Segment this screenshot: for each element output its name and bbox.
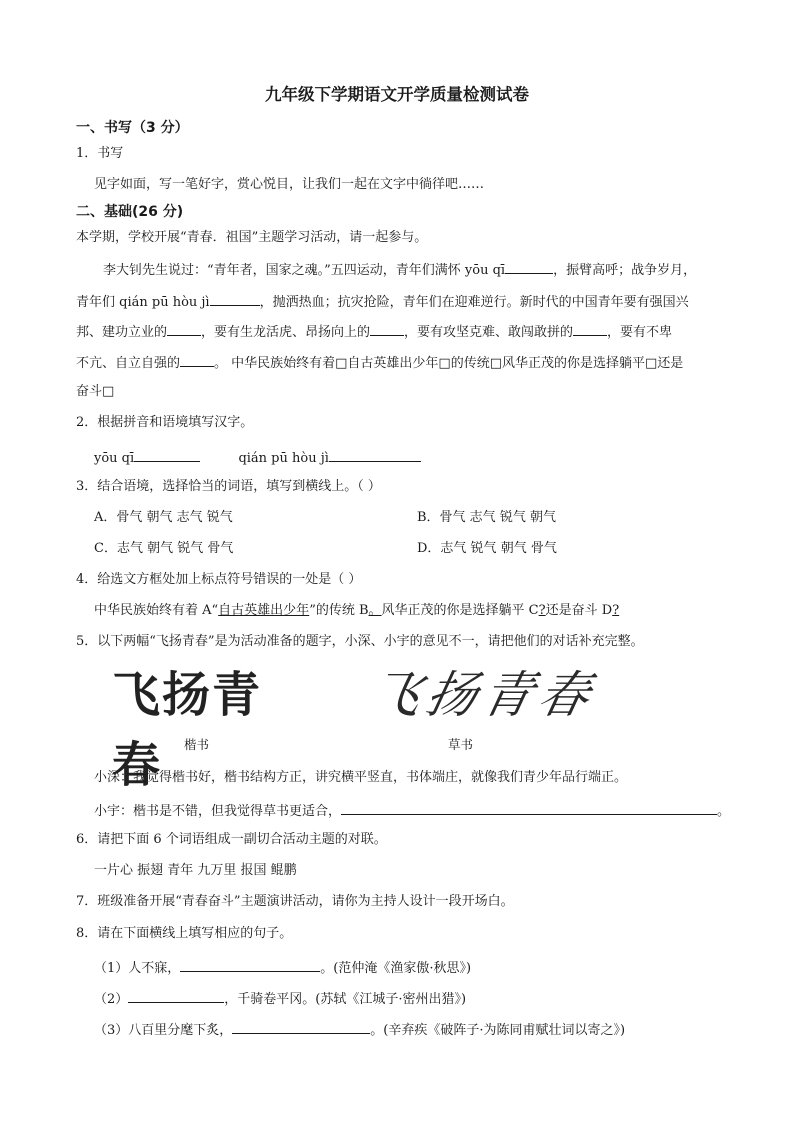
caption-regular: 楷书 xyxy=(184,737,210,752)
passage-text: 邦、建功立业的 xyxy=(76,325,168,340)
q4-label: 4．给选文方框处加上标点符号错误的一处是（ ） xyxy=(76,572,362,587)
xiaoyu-line xyxy=(94,800,730,821)
answer-blank[interactable] xyxy=(180,352,214,367)
passage-line-5: 奋斗□ xyxy=(76,384,115,399)
q8-text: （3）八百里分麾下炙， xyxy=(94,1023,233,1038)
q3-option-b[interactable]: B．骨气 志气 锐气 朝气 xyxy=(417,510,556,525)
answer-blank[interactable] xyxy=(128,988,224,1003)
q4-underlined: ? xyxy=(538,603,546,618)
passage-text: ，要有生龙活虎、昂扬向上的 xyxy=(201,325,371,340)
q4-text: 风华正茂的你是选择躺平 C xyxy=(381,603,539,618)
intro-text: 本学期，学校开展“青春．祖国”主题学习活动，请一起参与。 xyxy=(76,230,428,245)
q8-label: 8．请在下面横线上填写相应的句子。 xyxy=(76,926,293,941)
q8-item-3 xyxy=(94,1019,625,1040)
q4-text: 还是奋斗 D xyxy=(545,603,613,618)
answer-blank[interactable] xyxy=(134,447,200,462)
calligraphy-cursive-text: 飞扬青春 xyxy=(364,666,602,724)
answer-blank[interactable] xyxy=(210,291,260,306)
pinyin-2: qián pū hòu jì xyxy=(238,451,329,466)
section-1-heading: 一、书写（3 分） xyxy=(76,120,189,136)
q4-text: ”的传统 B xyxy=(309,603,369,618)
q8-text: 。(辛弃疾《破阵子·为陈同甫赋壮词以寄之》) xyxy=(370,1023,626,1038)
xiaoyu-end: 。 xyxy=(717,804,731,819)
q2-answers xyxy=(94,447,421,468)
q3-option-a[interactable]: A．骨气 朝气 志气 锐气 xyxy=(94,510,233,525)
q8-text: （1）人不寐， xyxy=(94,961,181,976)
answer-blank[interactable] xyxy=(370,321,404,336)
passage-text: 李大钊先生说过：“青年者，国家之魂。”五四运动，青年们满怀 yōu qī xyxy=(103,263,506,278)
section-2-heading: 二、基础(26 分) xyxy=(76,204,184,220)
passage-text: 青年们 qián pū hòu jì xyxy=(76,295,210,310)
calligraphy-regular-text: 飞扬青春 xyxy=(112,667,263,793)
q8-text: ，千骑卷平冈。(苏轼《江城子·密州出猎》) xyxy=(224,992,467,1007)
passage-line-1 xyxy=(103,259,696,280)
passage-line-2 xyxy=(76,291,689,312)
passage-text: ，抛洒热血；抗灾抢险，青年们在迎难逆行。新时代的中国青年要有强国兴 xyxy=(259,295,689,310)
passage-line-4 xyxy=(76,352,683,373)
q4-text: 中华民族始终有着 A“ xyxy=(94,603,219,618)
passage-text: ，振臂高呼；战争岁月， xyxy=(553,263,697,278)
xiaoyu-text: 小宇：楷书是不错，但我觉得草书更适合， xyxy=(94,804,342,819)
calligraphy-cursive-image xyxy=(364,660,618,738)
passage-line-3 xyxy=(76,321,672,342)
q2-label: 2．根据拼音和语境填写汉字。 xyxy=(76,415,254,430)
q8-item-2 xyxy=(94,988,466,1009)
page-title: 九年级下学期语文开学质量检测试卷 xyxy=(265,85,529,104)
passage-text: 不亢、自立自强的 xyxy=(76,356,181,371)
answer-blank[interactable] xyxy=(341,800,717,815)
q8-text: 。(范仲淹《渔家傲·秋思》) xyxy=(320,961,472,976)
answer-blank[interactable] xyxy=(329,447,421,462)
passage-text: 。 中华民族始终有着□自古英雄出少年□的传统□风华正茂的你是选择躺平□还是 xyxy=(214,356,684,371)
q6-words: 一片心 振翅 青年 九万里 报国 鲲鹏 xyxy=(94,863,297,878)
q4-underlined: 自古英雄出少年 xyxy=(218,603,310,618)
q7-label: 7．班级准备开展“青春奋斗”主题演讲活动，请你为主持人设计一段开场白。 xyxy=(76,894,514,909)
q4-sentence xyxy=(94,602,619,620)
q1-label: 1．书写 xyxy=(76,146,124,161)
xiaoshen-line: 小深：我觉得楷书好，楷书结构方正，讲究横平竖直，书体端庄，就像我们青少年品行端正。 xyxy=(94,770,628,785)
passage-text: ，要有攻坚克难、敢闯敢拼的 xyxy=(404,325,574,340)
answer-blank[interactable] xyxy=(167,321,201,336)
q8-text: （2） xyxy=(94,992,129,1007)
q4-underlined: 。 xyxy=(368,603,382,618)
q8-item-1 xyxy=(94,957,471,978)
answer-blank[interactable] xyxy=(573,321,607,336)
q3-label: 3．结合语境，选择恰当的词语，填写到横线上。（ ） xyxy=(76,479,381,494)
answer-blank[interactable] xyxy=(232,1019,370,1034)
pinyin-1: yōu qī xyxy=(94,451,135,466)
answer-blank[interactable] xyxy=(505,259,553,274)
caption-cursive: 草书 xyxy=(448,737,474,752)
answer-blank[interactable] xyxy=(180,957,320,972)
q3-option-d[interactable]: D．志气 锐气 朝气 骨气 xyxy=(417,541,557,556)
q4-underlined: ? xyxy=(612,603,620,618)
q6-label: 6．请把下面 6 个词语组成一副切合活动主题的对联。 xyxy=(76,832,387,847)
q1-text: 见字如面，写一笔好字，赏心悦目，让我们一起在文字中徜徉吧…… xyxy=(94,177,485,192)
q3-option-c[interactable]: C．志气 朝气 锐气 骨气 xyxy=(94,541,234,556)
passage-text: ，要有不卑 xyxy=(607,325,673,340)
q5-label: 5．以下两幅“飞扬青春”是为活动准备的题字，小深、小宇的意见不一，请把他们的对话补充完整。 xyxy=(76,634,644,649)
